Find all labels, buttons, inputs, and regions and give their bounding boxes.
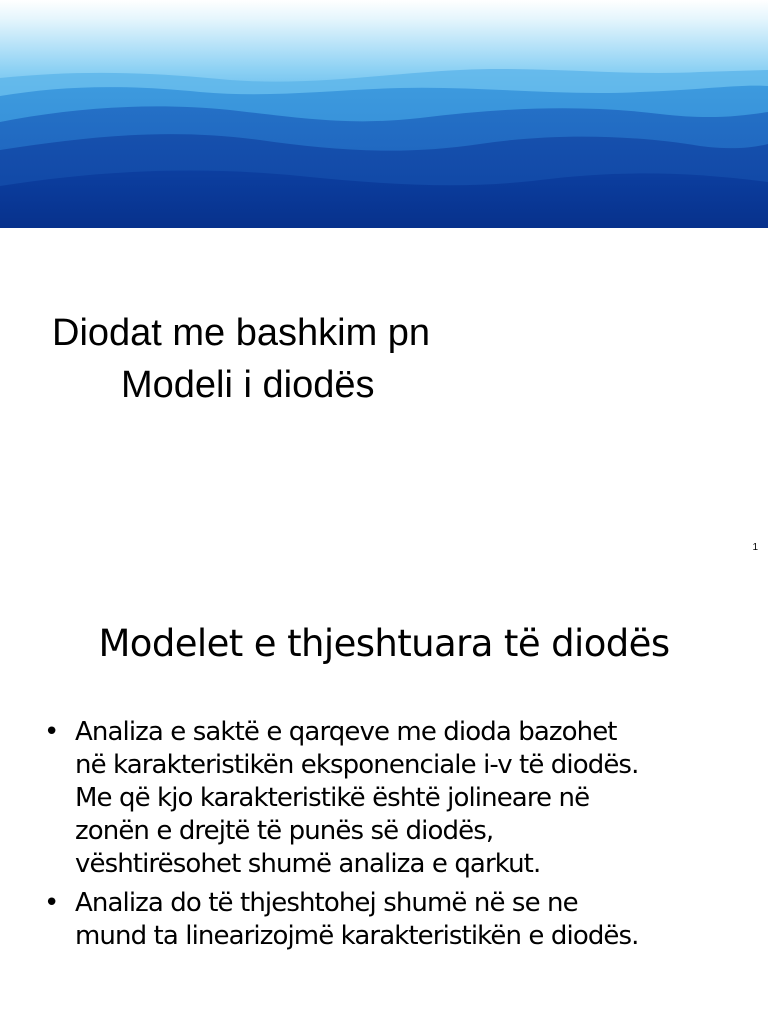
bullet-item bbox=[44, 716, 744, 881]
title-line-2: Modeli i diodës bbox=[121, 364, 375, 406]
bullet-item bbox=[44, 887, 744, 953]
bullet-list bbox=[44, 716, 744, 959]
bullet-line: Analiza e saktë e qarqeve me dioda bazohet bbox=[75, 717, 617, 747]
bullet-line: vështirësohet shumë analiza e qarkut. bbox=[75, 849, 541, 879]
bullet-line: mund ta linearizojmë karakteristikën e diodës. bbox=[75, 921, 639, 951]
bullet-line: zonën e drejtë të punës së diodës, bbox=[75, 816, 494, 846]
bullet-line: Analiza do të thjeshtohej shumë në se ne bbox=[75, 888, 578, 918]
slide-number: 1 bbox=[752, 542, 758, 553]
bullet-line: Me që kjo karakteristikë është jolineare në bbox=[75, 783, 590, 813]
bullet-glyph: • bbox=[44, 717, 59, 747]
bullet-glyph: • bbox=[44, 888, 59, 918]
title-line-1: Diodat me bashkim pn bbox=[52, 312, 431, 354]
slide-2-title: Modelet e thjeshtuara të diodës bbox=[98, 622, 670, 665]
mountain-banner-image bbox=[0, 0, 768, 228]
bullet-line: në karakteristikën eksponenciale i-v të diodës. bbox=[75, 750, 639, 780]
slide-2 bbox=[0, 576, 768, 1024]
